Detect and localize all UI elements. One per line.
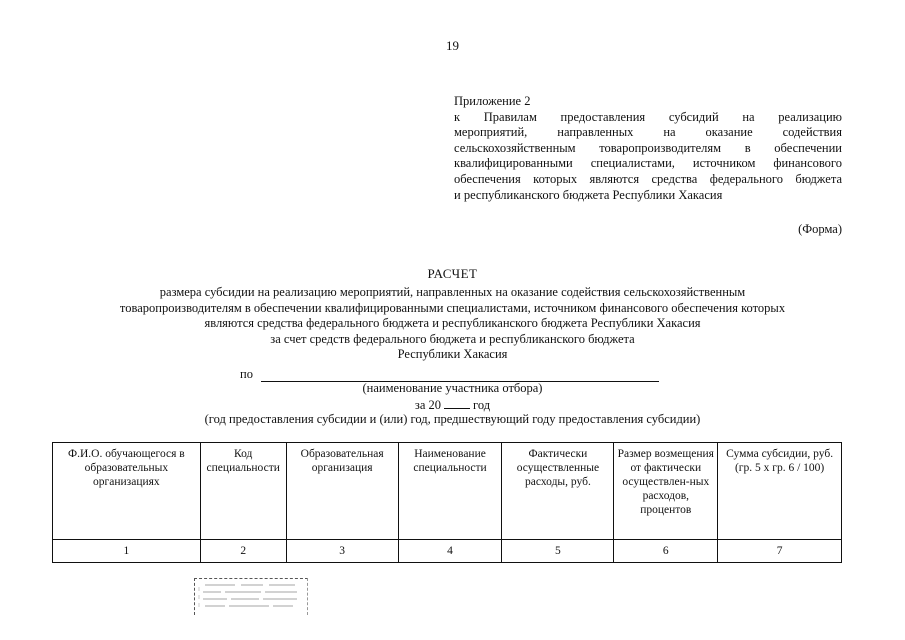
document-subtitle xyxy=(40,285,865,363)
document-title: РАСЧЕТ xyxy=(427,266,478,281)
column-number: 7 xyxy=(718,540,842,563)
subtitle-line: размера субсидии на реализацию мероприятий, направленных на оказание содействия сельскохозяйственным xyxy=(159,285,746,299)
participant-hint: (наименование участника отбора) xyxy=(362,381,543,395)
calculation-table xyxy=(52,442,842,563)
appendix-line: к Правилам предоставления субсидий на реализацию xyxy=(454,109,842,124)
subtitle-line: Республики Хакасия xyxy=(397,347,508,362)
column-header: Ф.И.О. обучающегося в образовательных организациях xyxy=(53,443,201,540)
appendix-line: обеспечения которых являются средства федерального бюджета xyxy=(454,171,842,186)
column-header: Фактически осуществленные расходы, руб. xyxy=(502,443,614,540)
table-header-row xyxy=(53,443,842,540)
appendix-line: Приложение 2 xyxy=(454,94,531,108)
subtitle-line: за счет средств федерального бюджета и республиканского бюджета xyxy=(270,331,635,346)
appendix-line: квалифицированными специалистами, источником финансового xyxy=(454,156,842,171)
year-row xyxy=(0,397,905,413)
column-number: 6 xyxy=(614,540,718,563)
registration-stamp xyxy=(194,578,308,615)
column-header: Наименование специальности xyxy=(398,443,502,540)
column-number: 3 xyxy=(286,540,398,563)
year-prefix: за 20 xyxy=(414,398,442,412)
subtitle-line: являются средства федерального бюджета и республиканского бюджета Республики Хакасия xyxy=(204,316,701,331)
by-label: по xyxy=(240,367,253,381)
year-suffix: год xyxy=(473,398,491,412)
column-header: Сумма субсидии, руб. (гр. 5 х гр. 6 / 100) xyxy=(718,443,842,540)
form-label: (Форма) xyxy=(798,222,842,236)
column-header: Образовательная организация xyxy=(286,443,398,540)
appendix-line: мероприятий, направленных на оказание содействия xyxy=(454,125,842,140)
column-number: 4 xyxy=(398,540,502,563)
column-number: 1 xyxy=(53,540,201,563)
column-number: 5 xyxy=(502,540,614,563)
column-number: 2 xyxy=(200,540,286,563)
column-number-row xyxy=(53,540,842,563)
appendix-block xyxy=(454,94,842,203)
year-hint: (год предоставления субсидии и (или) год, предшествующий году предоставления субсидии) xyxy=(204,412,701,426)
participant-row xyxy=(240,367,659,382)
column-header: Код специальности xyxy=(200,443,286,540)
appendix-line: и республиканского бюджета Республики Хакасия xyxy=(454,187,723,202)
subtitle-line: товаропроизводителям в обеспечении квалифицированными специалистами, источником финансового обеспечения которых xyxy=(119,300,786,315)
column-header: Размер возмещения от фактически осуществлен-ных расходов, процентов xyxy=(614,443,718,540)
year-field[interactable] xyxy=(444,397,470,409)
page-number: 19 xyxy=(446,38,459,53)
appendix-line: сельскохозяйственным товаропроизводителям в обеспечении xyxy=(454,140,842,155)
stamp-scribble-icon xyxy=(195,579,307,615)
